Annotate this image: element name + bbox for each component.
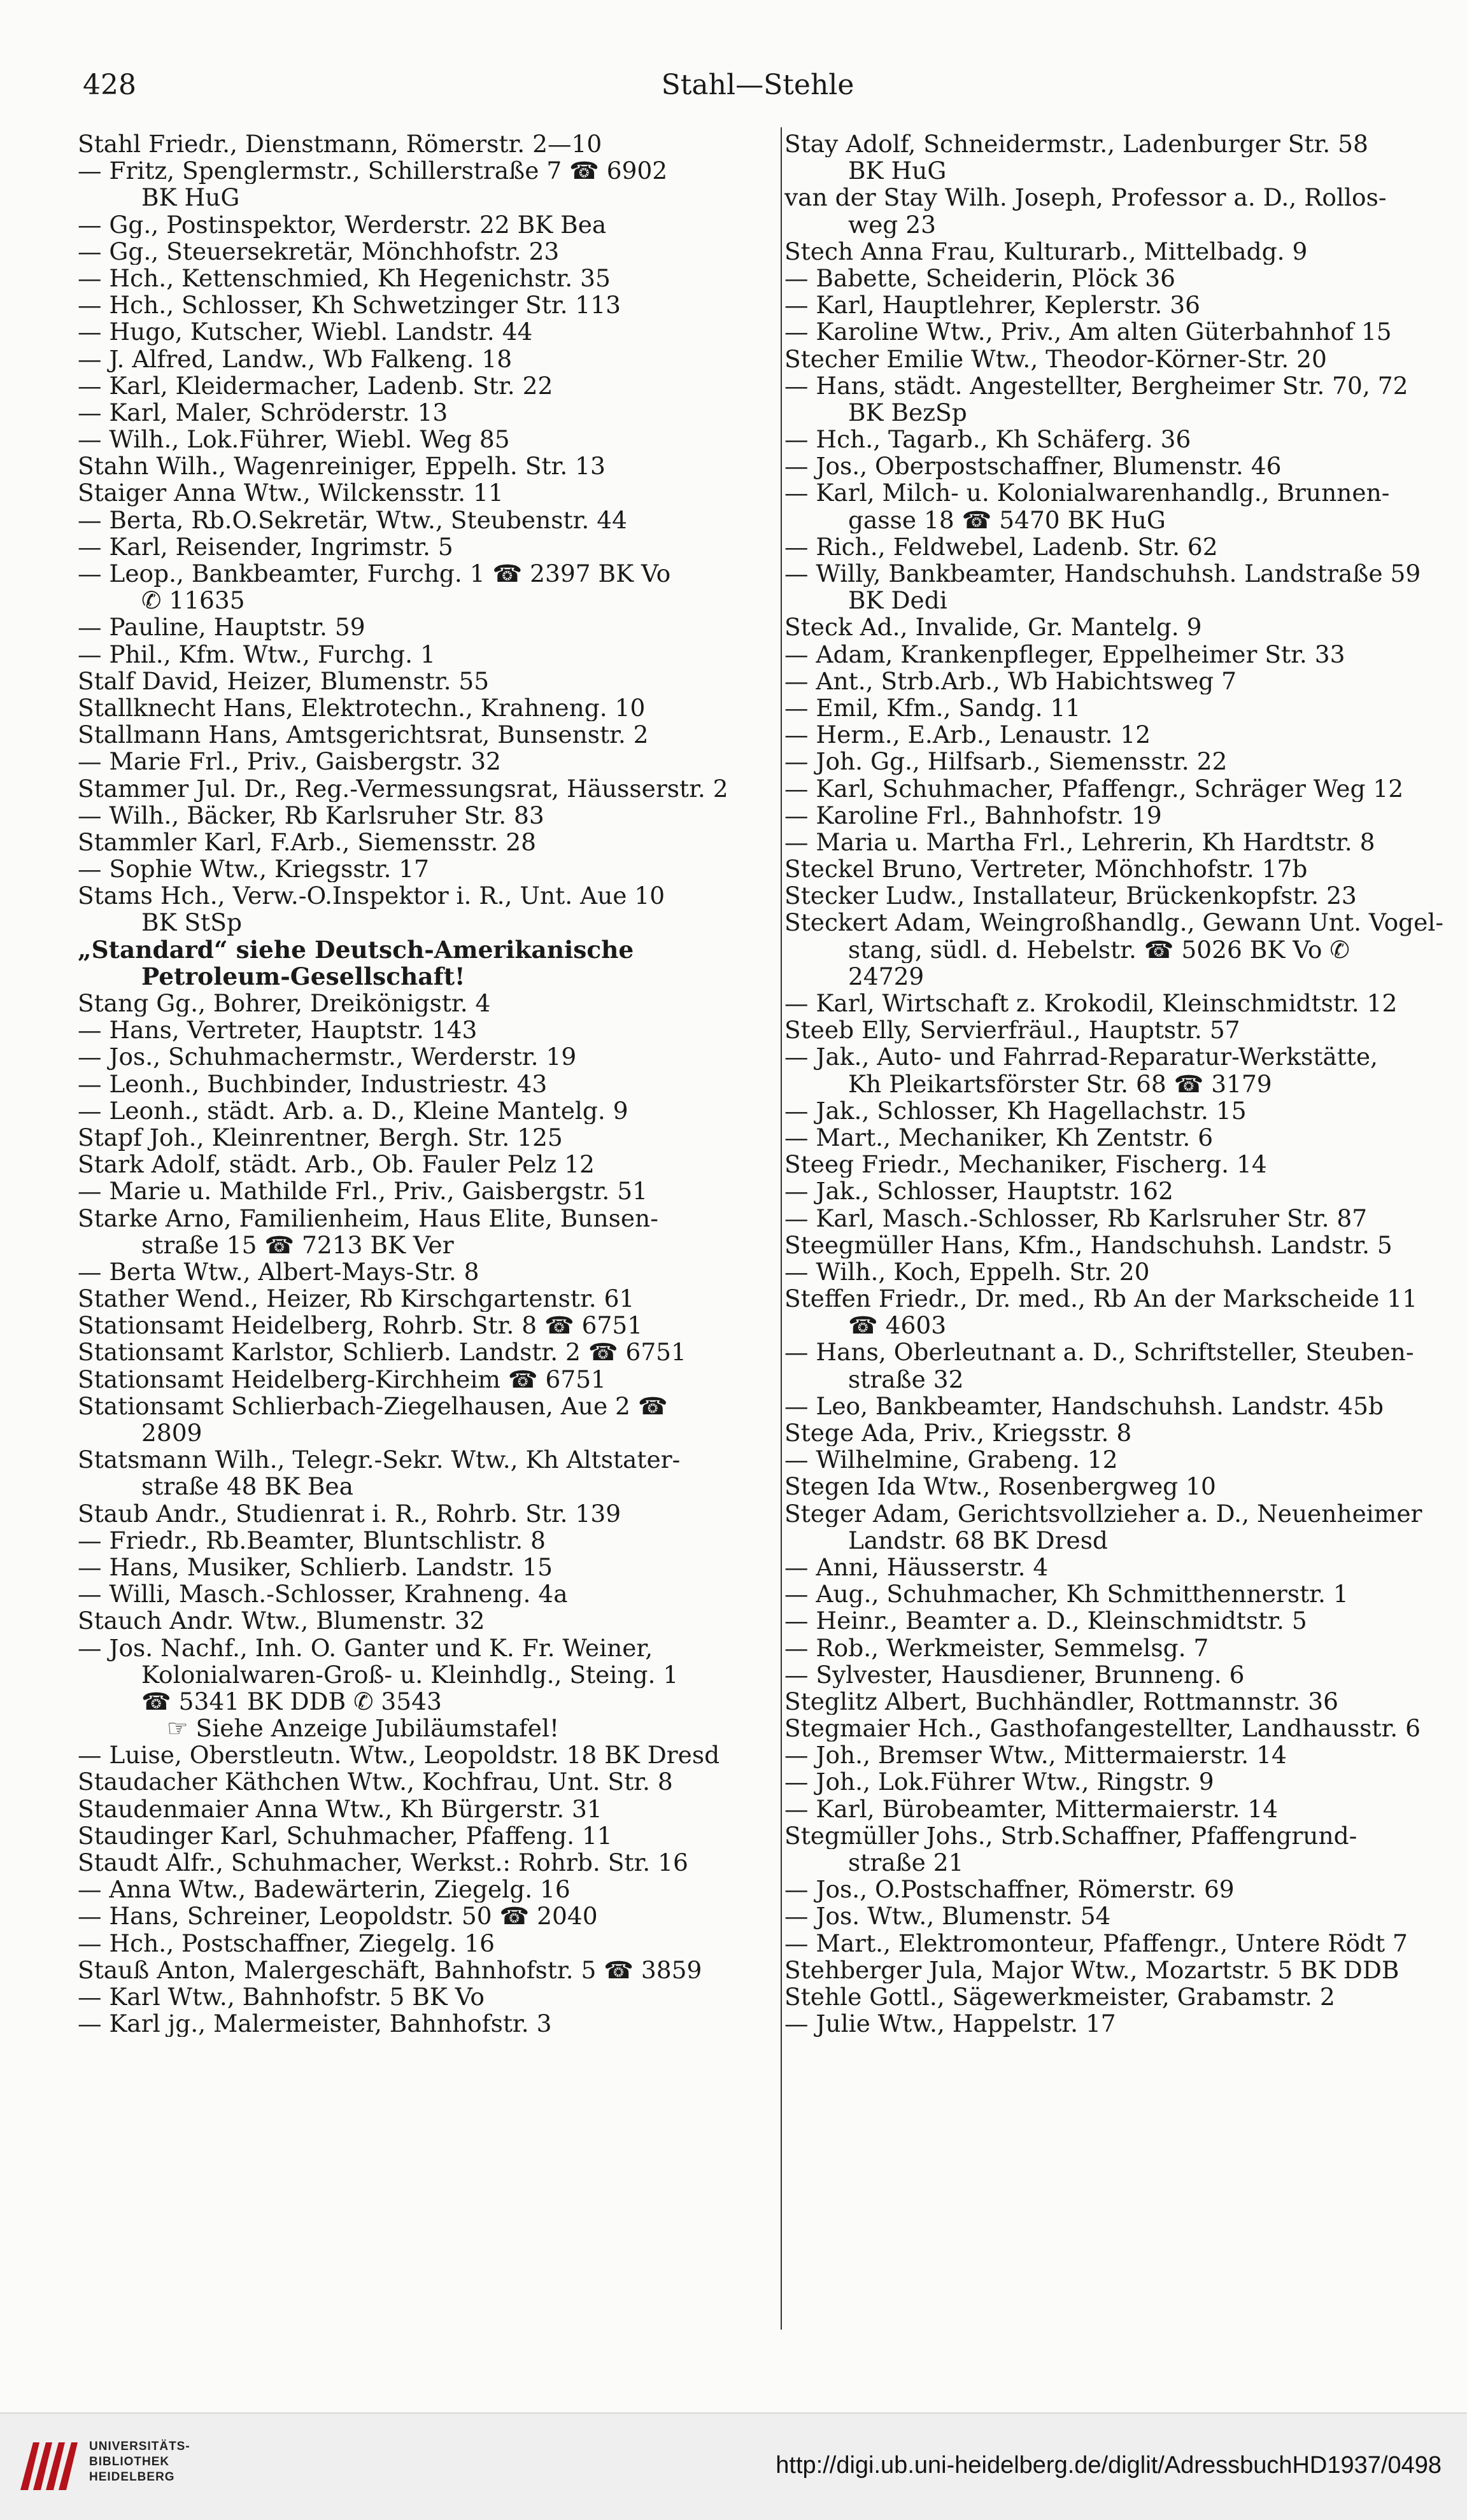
directory-entry-line: — Hch., Postschaffner, Ziegelg. 16 — [78, 1929, 495, 1957]
directory-entry-line: Landstr. 68 BK Dresd — [848, 1526, 1108, 1554]
directory-entry-line: — Karl, Masch.-Schlosser, Rb Karlsruher Str. 87 — [784, 1204, 1368, 1232]
directory-entry-line: Stather Wend., Heizer, Rb Kirschgartenstr. 61 — [78, 1285, 635, 1313]
directory-entry-line: — Ant., Strb.Arb., Wb Habichtsweg 7 — [784, 667, 1237, 694]
directory-entry-line: — Luise, Oberstleutn. Wtw., Leopoldstr. 18 BK Dresd — [78, 1742, 720, 1769]
directory-entry-line: — Hch., Schlosser, Kh Schwetzinger Str. 113 — [78, 292, 621, 319]
directory-entry-line: — Leo, Bankbeamter, Handschuhsh. Landstr. 45b — [784, 1392, 1384, 1419]
directory-entry-line: Staiger Anna Wtw., Wilckensstr. 11 — [78, 479, 504, 507]
directory-entry-line: Stahn Wilh., Wagenreiniger, Eppelh. Str. 13 — [78, 453, 606, 480]
directory-entry-line: — Karl, Milch- u. Kolonialwarenhandlg., Brunnen- — [784, 479, 1390, 507]
directory-entry-line: — Sylvester, Hausdiener, Brunneng. 6 — [784, 1661, 1245, 1688]
directory-entry-line: — Emil, Kfm., Sandg. 11 — [784, 694, 1081, 722]
directory-entry-line: Steckel Bruno, Vertreter, Mönchhofstr. 17b — [784, 855, 1308, 883]
directory-entry-line: — Berta Wtw., Albert-Mays-Str. 8 — [78, 1258, 479, 1286]
right-column — [784, 130, 1453, 2037]
directory-entry-line: Steffen Friedr., Dr. med., Rb An der Markscheide 11 — [784, 1285, 1417, 1313]
directory-entry-line: straße 21 — [848, 1849, 964, 1876]
directory-entry-line: — Mart., Mechaniker, Kh Zentstr. 6 — [784, 1123, 1214, 1151]
directory-entry-line: — Karl, Reisender, Ingrimstr. 5 — [78, 533, 453, 560]
directory-entry-line: weg 23 — [848, 211, 936, 238]
directory-entry-line: Stationsamt Schlierbach-Ziegelhausen, Aue 2 ☎ — [78, 1392, 668, 1419]
directory-entry-line: Steckert Adam, Weingroßhandlg., Gewann Unt. Vogel- — [784, 909, 1444, 936]
directory-entry-line: — Hans, Oberleutnant a. D., Schriftsteller, Steuben- — [784, 1339, 1414, 1366]
left-column — [78, 130, 778, 2037]
directory-entry-line: — Hans, städt. Angestellter, Bergheimer Str. 70, 72 — [784, 372, 1408, 399]
directory-entry-line: — Jos., O.Postschaffner, Römerstr. 69 — [784, 1876, 1235, 1903]
directory-entry-line: — Wilh., Koch, Eppelh. Str. 20 — [784, 1258, 1150, 1286]
directory-entry-line: Stammer Jul. Dr., Reg.-Vermessungsrat, Häusserstr. 2 — [78, 775, 728, 802]
directory-entry-line: — Mart., Elektromonteur, Pfaffengr., Untere Rödt 7 — [784, 1929, 1408, 1957]
directory-entry-line: — Anna Wtw., Badewärterin, Ziegelg. 16 — [78, 1876, 570, 1903]
directory-entry-line: Staudinger Karl, Schuhmacher, Pfaffeng. 11 — [78, 1822, 613, 1849]
directory-entry-line: Stauch Andr. Wtw., Blumenstr. 32 — [78, 1607, 485, 1635]
directory-entry-line: — Leop., Bankbeamter, Furchg. 1 ☎ 2397 BK Vo — [78, 560, 671, 588]
directory-entry-line: Stegmüller Johs., Strb.Schaffner, Pfaffengrund- — [784, 1822, 1357, 1849]
running-head: Stahl—Stehle — [661, 69, 854, 101]
directory-entry-line: — Jos. Wtw., Blumenstr. 54 — [784, 1903, 1111, 1930]
directory-entry-line: Steeb Elly, Servierfräul., Hauptstr. 57 — [784, 1017, 1240, 1044]
directory-entry-line: Steeg Friedr., Mechaniker, Fischerg. 14 — [784, 1151, 1267, 1178]
directory-entry-line: — Gg., Steuersekretär, Mönchhofstr. 23 — [78, 237, 560, 265]
directory-entry-line: — Phil., Kfm. Wtw., Furchg. 1 — [78, 640, 436, 668]
directory-entry-line: Stege Ada, Priv., Kriegsstr. 8 — [784, 1419, 1132, 1447]
directory-entry-line: Stapf Joh., Kleinrentner, Bergh. Str. 125 — [78, 1123, 563, 1151]
directory-entry-line: — Hans, Musiker, Schlierb. Landstr. 15 — [78, 1553, 553, 1581]
footer-bar — [0, 2412, 1467, 2520]
directory-entry-line: Stecher Emilie Wtw., Theodor-Körner-Str. 20 — [784, 345, 1327, 372]
directory-entry-line: BK Dedi — [848, 587, 947, 614]
directory-entry-line: Stahl Friedr., Dienstmann, Römerstr. 2—10 — [78, 130, 602, 158]
column-divider — [781, 127, 782, 2330]
directory-entry-line: BK BezSp — [848, 398, 967, 426]
directory-entry-line: Stauß Anton, Malergeschäft, Bahnhofstr. 5 ☎ 3859 — [78, 1956, 702, 1983]
directory-entry-line: Stallknecht Hans, Elektrotechn., Krahneng. 10 — [78, 694, 646, 722]
logo-line: UNIVERSITÄTS- — [89, 2440, 190, 2453]
directory-entry-line: — Jos. Nachf., Inh. O. Ganter und K. Fr. Weiner, — [78, 1634, 653, 1661]
directory-entry-line: Kh Pleikartsförster Str. 68 ☎ 3179 — [848, 1070, 1272, 1097]
directory-entry-line: — Karl, Hauptlehrer, Keplerstr. 36 — [784, 292, 1200, 319]
directory-entry-line: — Fritz, Spenglermstr., Schillerstraße 7 ☎ 6902 — [78, 157, 668, 185]
directory-entry-line: — Julie Wtw., Happelstr. 17 — [784, 2010, 1116, 2038]
directory-entry-line: — Jak., Schlosser, Hauptstr. 162 — [784, 1178, 1173, 1205]
directory-entry-line: — Heinr., Beamter a. D., Kleinschmidtstr. 5 — [784, 1607, 1307, 1635]
directory-entry-line: — Friedr., Rb.Beamter, Bluntschlistr. 8 — [78, 1526, 546, 1554]
directory-entry-line: BK HuG — [848, 157, 947, 185]
directory-entry-line: Staudt Alfr., Schuhmacher, Werkst.: Rohrb. Str. 16 — [78, 1849, 688, 1876]
directory-entry-line: — Karl, Kleidermacher, Ladenb. Str. 22 — [78, 372, 553, 399]
directory-entry-line: „Standard“ siehe Deutsch-Amerikanische — [78, 936, 634, 963]
directory-entry-line: — Marie u. Mathilde Frl., Priv., Gaisbergstr. 51 — [78, 1178, 648, 1205]
directory-entry-line: Stammler Karl, F.Arb., Siemensstr. 28 — [78, 828, 536, 856]
source-url-link[interactable]: http://digi.ub.uni-heidelberg.de/diglit/AdressbuchHD1937/0498 — [776, 2452, 1442, 2479]
directory-entry-line: — Karoline Wtw., Priv., Am alten Güterbahnhof 15 — [784, 318, 1392, 346]
directory-entry-line: — Hugo, Kutscher, Wiebl. Landstr. 44 — [78, 318, 533, 346]
directory-entry-line: — Joh., Bremser Wtw., Mittermaierstr. 14 — [784, 1742, 1287, 1769]
directory-entry-line: — Berta, Rb.O.Sekretär, Wtw., Steubenstr. 44 — [78, 506, 627, 533]
directory-entry-line: Stalf David, Heizer, Blumenstr. 55 — [78, 667, 490, 694]
directory-entry-line: — Sophie Wtw., Kriegsstr. 17 — [78, 855, 430, 883]
library-logo-text — [89, 2439, 190, 2485]
directory-entry-line: ✆ 11635 — [141, 587, 245, 614]
directory-entry-line: — Maria u. Martha Frl., Lehrerin, Kh Hardtstr. 8 — [784, 828, 1375, 856]
directory-entry-line: — Joh. Gg., Hilfsarb., Siemensstr. 22 — [784, 748, 1228, 775]
directory-entry-line: — Pauline, Hauptstr. 59 — [78, 614, 365, 641]
directory-entry-line: 24729 — [848, 962, 925, 990]
directory-entry-line: Staub Andr., Studienrat i. R., Rohrb. Str. 139 — [78, 1500, 621, 1527]
directory-entry-line: ☎ 4603 — [848, 1312, 947, 1339]
directory-entry-line: Staudacher Käthchen Wtw., Kochfrau, Unt. Str. 8 — [78, 1768, 673, 1796]
directory-entry-line: van der Stay Wilh. Joseph, Professor a. D., Rollos- — [784, 184, 1387, 211]
directory-entry-line: Steglitz Albert, Buchhändler, Rottmannstr. 36 — [784, 1687, 1339, 1715]
directory-entry-line: Stark Adolf, städt. Arb., Ob. Fauler Pelz 12 — [78, 1151, 595, 1178]
directory-entry-line: — Hch., Tagarb., Kh Schäferg. 36 — [784, 426, 1191, 453]
page-header — [83, 69, 1433, 109]
directory-entry-line: — Wilh., Lok.Führer, Wiebl. Weg 85 — [78, 426, 510, 453]
directory-entry-line: — Joh., Lok.Führer Wtw., Ringstr. 9 — [784, 1768, 1214, 1796]
directory-entry-line: straße 15 ☎ 7213 BK Ver — [141, 1231, 454, 1258]
directory-entry-line: — Karl, Wirtschaft z. Krokodil, Kleinschmidtstr. 12 — [784, 990, 1398, 1017]
directory-entry-line: straße 32 — [848, 1365, 964, 1393]
directory-entry-line: — Herm., E.Arb., Lenaustr. 12 — [784, 721, 1151, 749]
directory-entry-line: Stehberger Jula, Major Wtw., Mozartstr. 5 BK DDB — [784, 1956, 1400, 1983]
directory-entry-line: — Babette, Scheiderin, Plöck 36 — [784, 264, 1176, 292]
directory-entry-line: — Karl, Maler, Schröderstr. 13 — [78, 398, 448, 426]
directory-entry-line: — Aug., Schuhmacher, Kh Schmitthennerstr. 1 — [784, 1580, 1349, 1608]
directory-entry-line: Stallmann Hans, Amtsgerichtsrat, Bunsenstr. 2 — [78, 721, 649, 749]
directory-entry-line: — Karl jg., Malermeister, Bahnhofstr. 3 — [78, 2010, 552, 2038]
directory-entry-line: — Jak., Schlosser, Kh Hagellachstr. 15 — [784, 1097, 1247, 1124]
directory-entry-line: 2809 — [141, 1419, 202, 1447]
directory-entry-line: Stecker Ludw., Installateur, Brückenkopfstr. 23 — [784, 882, 1357, 910]
directory-entry-line: Stay Adolf, Schneidermstr., Ladenburger Str. 58 — [784, 130, 1368, 158]
directory-entry-line: Starke Arno, Familienheim, Haus Elite, Bunsen- — [78, 1204, 658, 1232]
directory-entry-line: — Rich., Feldwebel, Ladenb. Str. 62 — [784, 533, 1218, 560]
directory-entry-line: straße 48 BK Bea — [141, 1473, 353, 1500]
directory-entry-line: Staudenmaier Anna Wtw., Kh Bürgerstr. 31 — [78, 1795, 602, 1822]
directory-entry-line: Stehle Gottl., Sägewerkmeister, Grabamstr. 2 — [784, 1983, 1335, 2011]
directory-entry-line: — Hch., Kettenschmied, Kh Hegenichstr. 35 — [78, 264, 611, 292]
directory-entry-line: — Willy, Bankbeamter, Handschuhsh. Landstraße 59 — [784, 560, 1421, 588]
directory-entry-line: stang, südl. d. Hebelstr. ☎ 5026 BK Vo ✆ — [848, 936, 1350, 963]
directory-entry-line: — Gg., Postinspektor, Werderstr. 22 BK Bea — [78, 211, 607, 238]
directory-entry-line: — Karl Wtw., Bahnhofstr. 5 BK Vo — [78, 1983, 485, 2011]
directory-entry-line: Stang Gg., Bohrer, Dreikönigstr. 4 — [78, 990, 491, 1017]
directory-entry-line: — Wilhelmine, Grabeng. 12 — [784, 1446, 1118, 1474]
logo-line: BIBLIOTHEK — [89, 2455, 170, 2468]
directory-entry-line: — Karoline Frl., Bahnhofstr. 19 — [784, 801, 1162, 829]
directory-entry-line: — Adam, Krankenpfleger, Eppelheimer Str. 33 — [784, 640, 1345, 668]
page-number: 428 — [83, 69, 136, 101]
directory-entry-line: Kolonialwaren-Groß- u. Kleinhdlg., Steing. 1 — [141, 1661, 679, 1688]
directory-entry-line: — Marie Frl., Priv., Gaisbergstr. 32 — [78, 748, 501, 775]
directory-entry-line: Stams Hch., Verw.-O.Inspektor i. R., Unt. Aue 10 — [78, 882, 665, 910]
directory-entry-line: — Jos., Schuhmachermstr., Werderstr. 19 — [78, 1043, 577, 1071]
directory-entry-line: BK StSp — [141, 909, 242, 936]
directory-entry-line: gasse 18 ☎ 5470 BK HuG — [848, 506, 1166, 533]
directory-entry-line: — Karl, Schuhmacher, Pfaffengr., Schräger Weg 12 — [784, 775, 1404, 802]
library-logo-icon — [14, 2430, 84, 2500]
directory-entry-line: — Anni, Häusserstr. 4 — [784, 1553, 1049, 1581]
directory-entry-line: Statsmann Wilh., Telegr.-Sekr. Wtw., Kh Altstater- — [78, 1446, 681, 1474]
directory-entry-line: Stegmaier Hch., Gasthofangestellter, Landhausstr. 6 — [784, 1715, 1421, 1742]
directory-entry-line: — Willi, Masch.-Schlosser, Krahneng. 4a — [78, 1580, 568, 1608]
directory-entry-line: Stationsamt Heidelberg, Rohrb. Str. 8 ☎ 6751 — [78, 1312, 643, 1339]
directory-entry-line: — Wilh., Bäcker, Rb Karlsruher Str. 83 — [78, 801, 544, 829]
directory-entry-line: — J. Alfred, Landw., Wb Falkeng. 18 — [78, 345, 513, 372]
directory-entry-line: Stationsamt Karlstor, Schlierb. Landstr. 2 ☎ 6751 — [78, 1339, 686, 1366]
logo-line: HEIDELBERG — [89, 2470, 175, 2484]
directory-entry-line: Steger Adam, Gerichtsvollzieher a. D., Neuenheimer — [784, 1500, 1422, 1527]
directory-entry-line: — Hans, Vertreter, Hauptstr. 143 — [78, 1017, 478, 1044]
directory-entry-line: — Jak., Auto- und Fahrrad-Reparatur-Werkstätte, — [784, 1043, 1378, 1071]
directory-entry-line: — Karl, Bürobeamter, Mittermaierstr. 14 — [784, 1795, 1279, 1822]
directory-entry-line: Steegmüller Hans, Kfm., Handschuhsh. Landstr. 5 — [784, 1231, 1393, 1258]
directory-entry-line: — Jos., Oberpostschaffner, Blumenstr. 46 — [784, 453, 1282, 480]
directory-entry-line: Stech Anna Frau, Kulturarb., Mittelbadg. 9 — [784, 237, 1308, 265]
directory-entry-line: — Leonh., städt. Arb. a. D., Kleine Mantelg. 9 — [78, 1097, 628, 1124]
directory-entry-line: ☞ Siehe Anzeige Jubiläumstafel! — [167, 1715, 560, 1742]
directory-entry-line: ☎ 5341 BK DDB ✆ 3543 — [141, 1687, 442, 1715]
directory-entry-line: Steck Ad., Invalide, Gr. Mantelg. 9 — [784, 614, 1202, 641]
directory-entry-line: — Rob., Werkmeister, Semmelsg. 7 — [784, 1634, 1209, 1661]
directory-entry-line: — Hans, Schreiner, Leopoldstr. 50 ☎ 2040 — [78, 1903, 598, 1930]
directory-entry-line: Stationsamt Heidelberg-Kirchheim ☎ 6751 — [78, 1365, 606, 1393]
directory-entry-line: Petroleum-Gesellschaft! — [141, 962, 465, 990]
directory-entry-line: Stegen Ida Wtw., Rosenbergweg 10 — [784, 1473, 1216, 1500]
directory-entry-line: BK HuG — [141, 184, 240, 211]
directory-entry-line: — Leonh., Buchbinder, Industriestr. 43 — [78, 1070, 548, 1097]
